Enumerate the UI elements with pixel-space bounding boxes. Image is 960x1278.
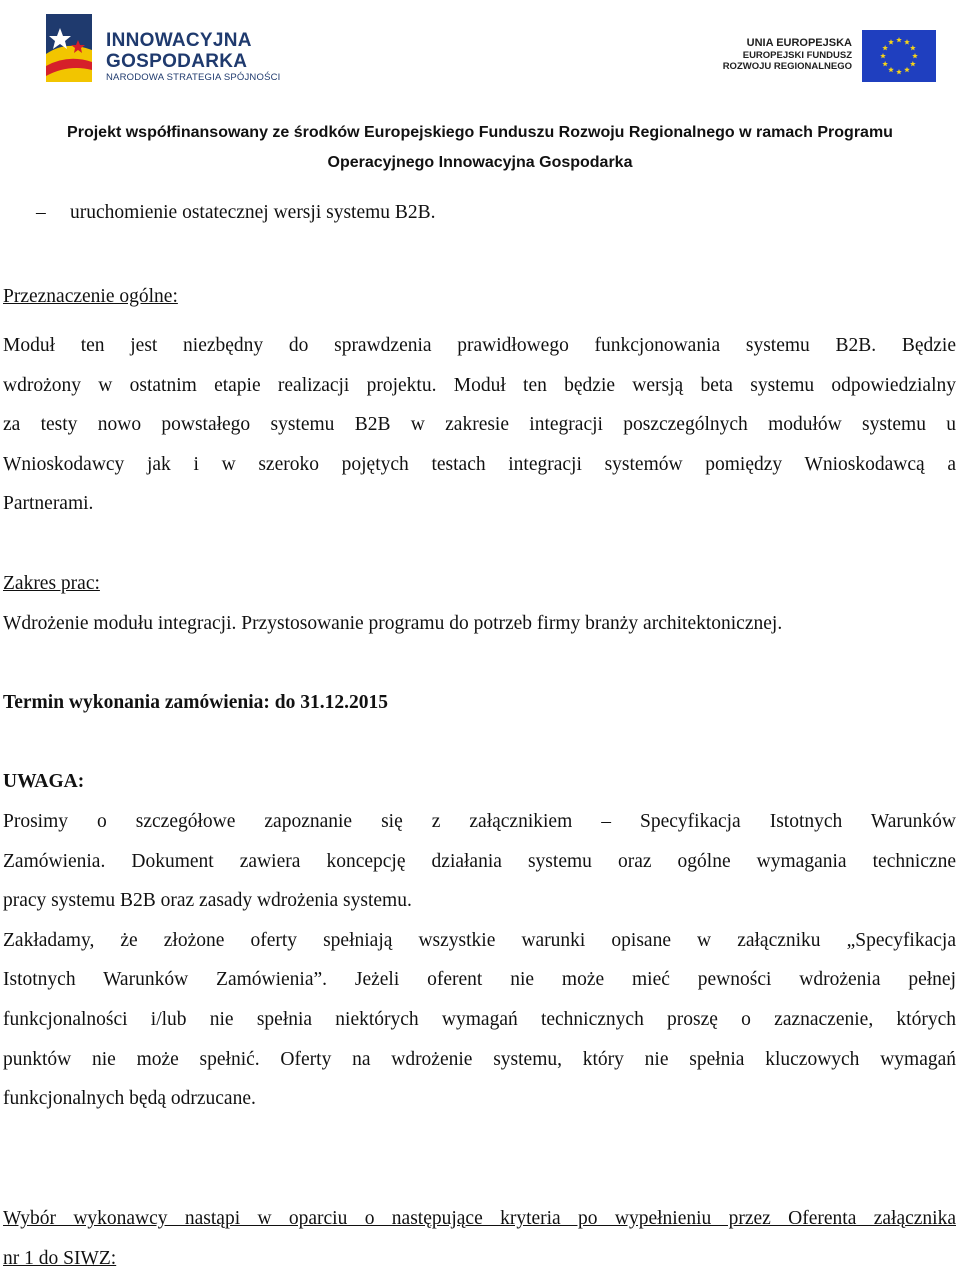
paragraph-line: Zamówienia. Dokument zawiera koncepcję działania systemu oraz ogólne wymagania techniczne bbox=[3, 850, 956, 872]
paragraph-line: Zakładamy, że złożone oferty spełniają wszystkie warunki opisane w załączniku „Specyfikacja bbox=[3, 929, 956, 951]
uwaga-body bbox=[3, 802, 956, 1119]
paragraph-line: Istotnych Warunków Zamówienia”. Jeżeli oferent nie może mieć pewności wdrożenia pełnej bbox=[3, 969, 956, 991]
innowacyjna-gospodarka-wordmark bbox=[106, 30, 281, 84]
paragraph-line: Wybór wykonawcy nastąpi w oparciu o następujące kryteria po wypełnieniu przez Oferenta załącznika bbox=[3, 1208, 956, 1229]
selection-criteria-intro bbox=[3, 1199, 956, 1278]
eu-line-2: EUROPEJSKI FUNDUSZ bbox=[742, 50, 852, 61]
project-cofinancing-header bbox=[0, 118, 960, 178]
section-body-scope: Wdrożenie modułu integracji. Przystosowanie programu do potrzeb firmy branży architektonicznej. bbox=[3, 613, 783, 634]
paragraph-line: za testy nowo powstałego systemu B2B w zakresie integracji poszczególnych modułów systemu u bbox=[3, 414, 956, 436]
project-header-line-1: Projekt współfinansowany ze środków Europejskiego Funduszu Rozwoju Regionalnego w ramach Programu bbox=[67, 124, 893, 141]
logo-line-1: INNOWACYJNA bbox=[106, 30, 252, 51]
paragraph-line: Wnioskodawcy jak i w szeroko pojętych testach integracji systemów pomiędzy Wnioskodawcą a bbox=[3, 453, 956, 475]
deadline: Termin wykonania zamówienia: do 31.12.2015 bbox=[3, 692, 388, 713]
paragraph-line: pracy systemu B2B oraz zasady wdrożenia systemu. bbox=[3, 890, 412, 912]
paragraph-line: funkcjonalnych będą odrzucane. bbox=[3, 1088, 256, 1110]
section-heading-purpose: Przeznaczenie ogólne: bbox=[3, 286, 178, 307]
paragraph-line: Partnerami. bbox=[3, 493, 94, 515]
uwaga-heading: UWAGA: bbox=[3, 771, 85, 792]
paragraph-line: Moduł ten jest niezbędny do sprawdzenia prawidłowego funkcjonowania systemu B2B. Będzie bbox=[3, 335, 956, 356]
eu-flag-icon bbox=[862, 30, 936, 82]
section-heading-scope: Zakres prac: bbox=[3, 573, 100, 594]
logo-line-2: GOSPODARKA bbox=[106, 51, 248, 72]
section-body-purpose bbox=[3, 326, 956, 524]
paragraph-line: Prosimy o szczegółowe zapoznanie się z załącznikiem – Specyfikacja Istotnych Warunków bbox=[3, 811, 956, 832]
project-header-line-2: Operacyjnego Innowacyjna Gospodarka bbox=[327, 154, 633, 171]
logo-line-3: NARODOWA STRATEGIA SPÓJNOŚCI bbox=[106, 72, 281, 83]
eu-line-1: UNIA EUROPEJSKA bbox=[746, 37, 852, 49]
eu-line-3: ROZWOJU REGIONALNEGO bbox=[722, 61, 852, 72]
paragraph-line: funkcjonalności i/lub nie spełnia niektórych wymagań technicznych proszę o zaznaczenie, których bbox=[3, 1008, 956, 1030]
paragraph-line: wdrożony w ostatnim etapie realizacji projektu. Moduł ten będzie wersją beta systemu odpowiedzialny bbox=[3, 374, 956, 396]
paragraph-line: nr 1 do SIWZ: bbox=[3, 1247, 117, 1269]
bullet-dash: – bbox=[36, 202, 46, 223]
eu-fund-wordmark bbox=[723, 37, 852, 72]
paragraph-line: punktów nie może spełnić. Oferty na wdrożenie systemu, który nie spełnia kluczowych wymagań bbox=[3, 1048, 956, 1070]
bullet-item: uruchomienie ostatecznej wersji systemu B2B. bbox=[70, 202, 436, 223]
